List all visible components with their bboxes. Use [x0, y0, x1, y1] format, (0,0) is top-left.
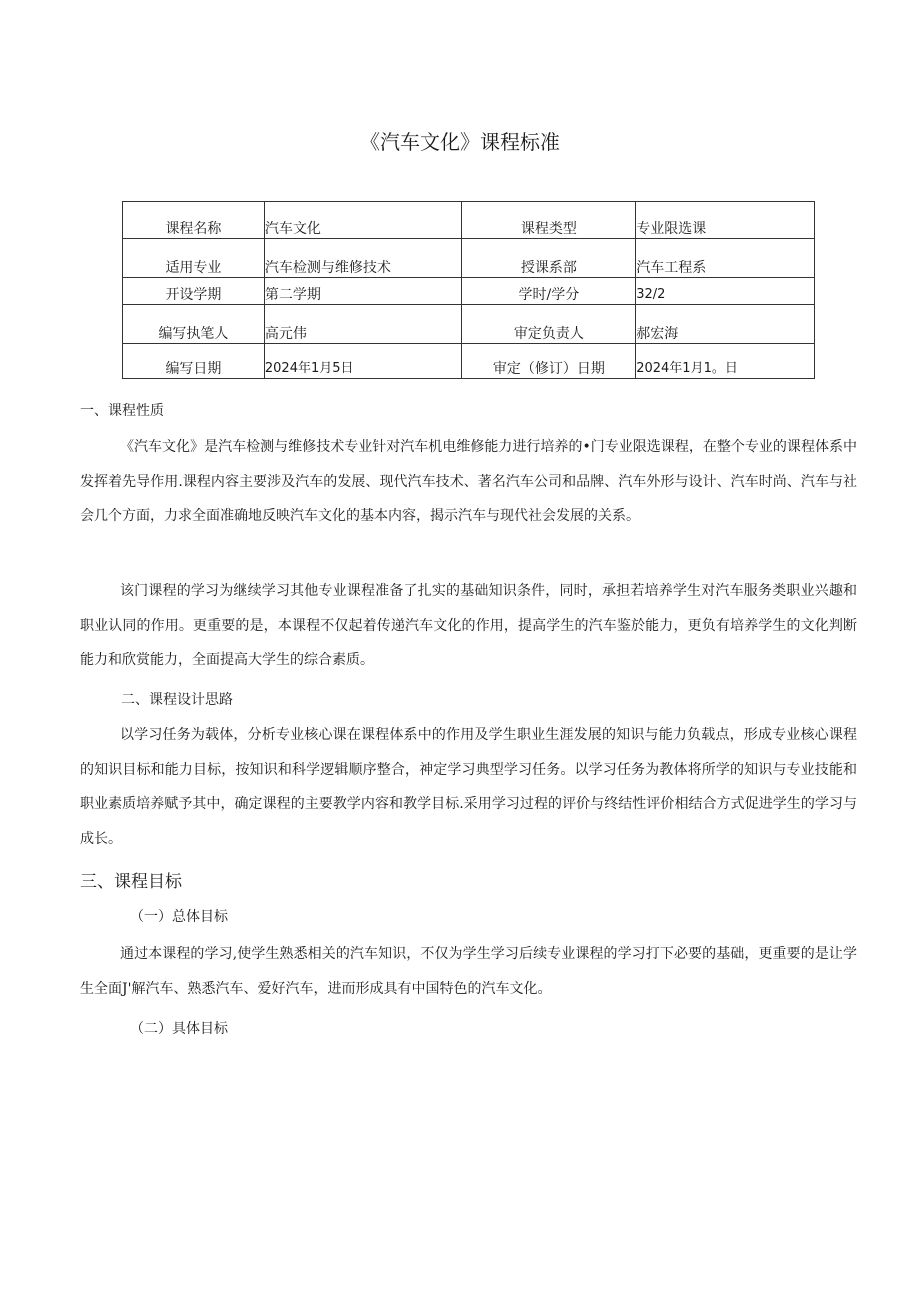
section-heading-nature: 一、课程性质 [80, 403, 164, 419]
hours-credits-label: 学时/学分 [462, 278, 636, 305]
course-type-value: 专业限选课 [636, 202, 815, 239]
major-label: 适用专业 [123, 239, 265, 278]
paragraph: 通过本课程的学习,使学生熟悉相关的汽车知识，不仅为学生学习后续专业课程的学习打下必要的基础，更重要的是让学生全面J'解汽车、熟悉汽车、爱好汽车，进而形成具有中国特色的汽车文化。 [80, 946, 857, 997]
table-row [123, 239, 815, 278]
write-date-value: 2024年1月5日 [264, 344, 462, 379]
course-name-label: 课程名称 [123, 202, 265, 239]
reviewer-label: 审定负责人 [462, 305, 636, 344]
table-row [123, 344, 815, 379]
semester-label: 开设学期 [123, 278, 265, 305]
major-value: 汽车检测与维修技术 [264, 239, 462, 278]
course-type-label: 课程类型 [462, 202, 636, 239]
course-name-value: 汽车文化 [264, 202, 462, 239]
section-heading-design: 二、课程设计思路 [121, 692, 233, 708]
paragraph: 该门课程的学习为继续学习其他专业课程准备了扎实的基础知识条件，同时，承担若培养学生对汽车服务类职业兴趣和职业认同的作用。更重要的是，本课程不仅起着传递汽车文化的作用，提高学生的汽车鉴於能力，更负有培养学生的文化判断能力和欣赏能力，全面提高大学生的综合素质。 [80, 583, 857, 668]
subsection-heading-specific: （二）具体目标 [130, 1021, 228, 1037]
paragraph: 《汽车文化》是汽车检测与维修技术专业针对汽车机电维修能力进行培养的•门专业限选课程，在整个专业的课程体系中发挥着先导作用.课程内容主要涉及汽车的发展、现代汽车技术、著名汽车公司和品牌、汽车外形与设计、汽车时尚、汽车与社会几个方面，力求全面准确地反映汽车文化的基本内容，揭示汽车与现代社会发展的关系。 [80, 439, 857, 524]
table-row [123, 278, 815, 305]
table-row [123, 305, 815, 344]
section-heading-goals: 三、课程目标 [80, 872, 182, 892]
review-date-label: 审定（修订）日期 [462, 344, 636, 379]
reviewer-value: 郝宏海 [636, 305, 815, 344]
paragraph: 以学习任务为载体，分析专业核心课在课程体系中的作用及学生职业生涯发展的知识与能力负载点，形成专业核心课程的知识目标和能力目标，按知识和科学逻辑顺序整合，神定学习典型学习任务。以学习任务为教体将所学的知识与专业技能和职业素质培养赋予其中，确定课程的主要教学内容和教学目标.采用学习过程的评价与终结性评价相结合方式促进学生的学习与成长。 [80, 727, 857, 847]
subsection-heading-overall: （一）总体目标 [130, 909, 228, 925]
author-label: 编写执笔人 [123, 305, 265, 344]
semester-value: 第二学期 [264, 278, 462, 305]
department-label: 授课系部 [462, 239, 636, 278]
document-title: 《汽车文化》课程标准 [360, 130, 560, 154]
hours-credits-value: 32/2 [636, 278, 815, 305]
review-date-value: 2024年1月1。日 [636, 344, 815, 379]
department-value: 汽车工程系 [636, 239, 815, 278]
course-info-table [122, 201, 815, 379]
table-row [123, 202, 815, 239]
write-date-label: 编写日期 [123, 344, 265, 379]
author-value: 高元伟 [264, 305, 462, 344]
